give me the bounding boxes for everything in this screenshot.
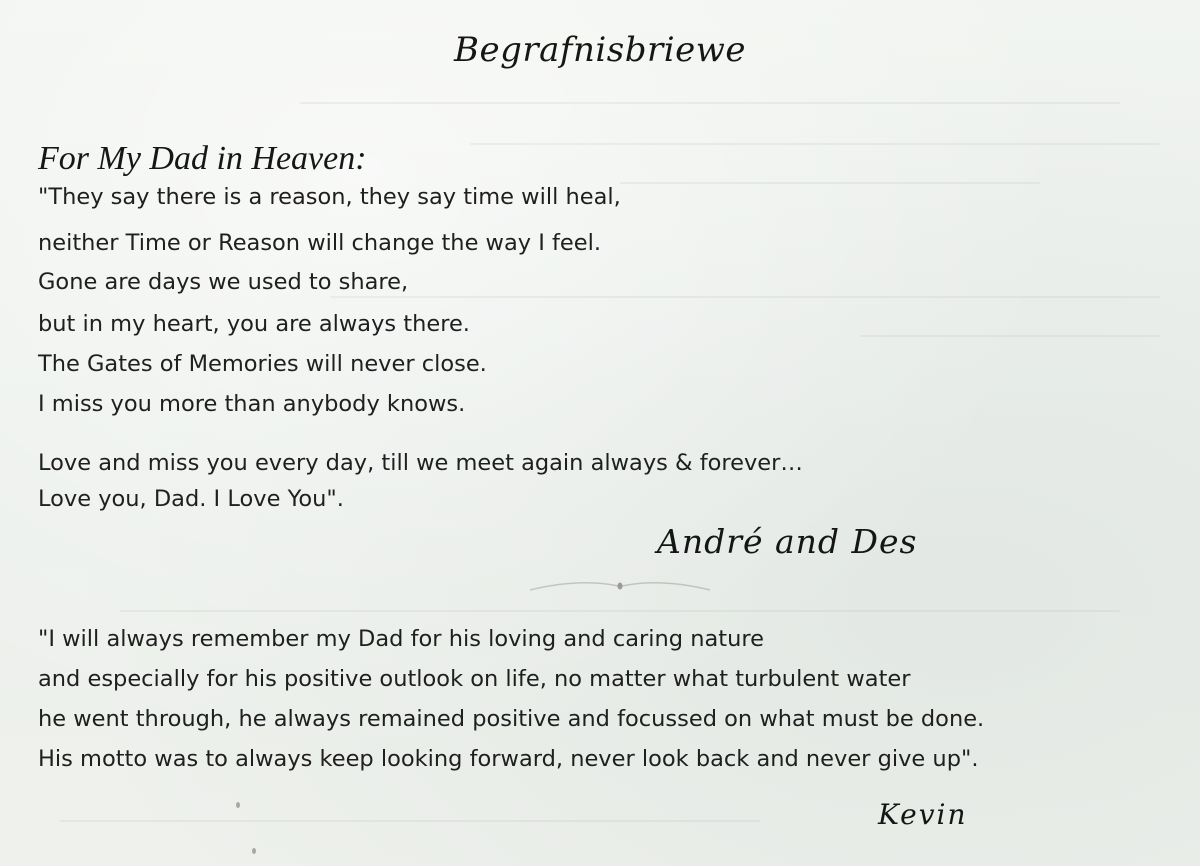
poem-line: Love you, Dad. I Love You". [38,486,344,512]
tribute-line: and especially for his positive outlook on life, no matter what turbulent water [38,666,911,692]
poem-line: Gone are days we used to share, [38,269,409,295]
bleed-through-mark [120,610,1120,612]
bleed-through-mark [300,102,1120,104]
poem-line: Love and miss you every day, till we meet again always & forever… [38,450,803,476]
signature-kevin: Kevin [878,798,968,831]
poem-line: but in my heart, you are always there. [38,311,470,337]
tribute-title: For My Dad in Heaven: [38,140,367,177]
paper-speck [236,802,240,808]
tribute-line: "I will always remember my Dad for his loving and caring nature [38,626,764,652]
divider-ornament [520,570,720,600]
poem-line: neither Time or Reason will change the way I feel. [38,230,602,256]
poem-line: "They say there is a reason, they say time will heal, [38,184,621,210]
tribute-line: His motto was to always keep looking forward, never look back and never give up". [38,746,979,772]
poem-line: I miss you more than anybody knows. [38,391,466,417]
bleed-through-mark [860,335,1160,337]
tribute-line: he went through, he always remained positive and focussed on what must be done. [38,706,985,732]
bleed-through-mark [620,182,1040,184]
page-heading: Begrafnisbriewe [454,30,746,70]
bleed-through-mark [330,296,1160,298]
bleed-through-mark [470,143,1160,145]
bleed-through-mark [60,820,760,822]
paper-speck [252,848,256,854]
poem-line: The Gates of Memories will never close. [38,351,487,377]
signature-andre-des: André and Des [657,522,918,561]
